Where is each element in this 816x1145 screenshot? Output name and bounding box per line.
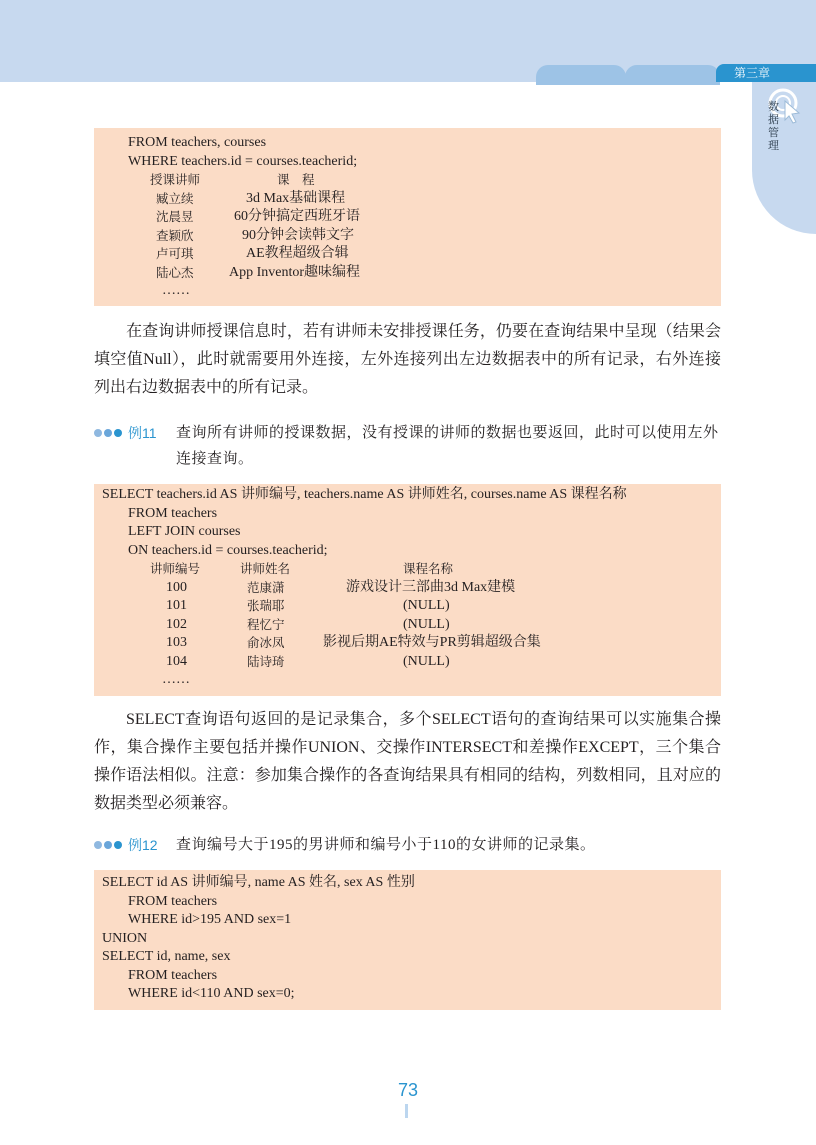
code-block-3 bbox=[94, 870, 721, 1010]
course-cell: (NULL) bbox=[403, 616, 450, 632]
teacher-name-cell: 查颖欣 bbox=[156, 227, 194, 243]
paragraph-outer-join bbox=[94, 318, 721, 402]
name-cell: 陆诗琦 bbox=[247, 653, 285, 669]
ellipsis-row bbox=[94, 282, 721, 301]
header-tab-decoration bbox=[536, 65, 626, 85]
course-cell: 3d Max基础课程 bbox=[246, 190, 346, 206]
code-line: UNION bbox=[102, 930, 148, 946]
course-cell: 60分钟搞定西班牙语 bbox=[234, 209, 360, 224]
ellipsis: …… bbox=[162, 672, 190, 687]
course-cell: 90分钟会读韩文字 bbox=[242, 227, 354, 243]
course-cell: 影视后期AE特效与PR剪辑超级合集 bbox=[323, 635, 541, 650]
example-12 bbox=[94, 832, 721, 858]
code-line: WHERE teachers.id = courses.teacherid; bbox=[128, 153, 358, 169]
column-header: 讲师编号 bbox=[150, 561, 201, 576]
header-tab-decoration bbox=[625, 65, 720, 85]
code-line: SELECT teachers.id AS 讲师编号, teachers.name AS 讲师姓名, courses.name AS 课程名称 bbox=[102, 487, 627, 502]
code-line: FROM teachers bbox=[128, 967, 218, 983]
paragraph-text: SELECT查询语句返回的是记录集合，多个SELECT语句的查询结果可以实施集合操作，集合操作主要包括并操作UNION、交操作INTERSECT和差操作EXCEPT，三个集合操作语法相似。注意：参加集合操作的各查询结果具有相同的结构，列数相同，且对应的数据类型必须兼容。 bbox=[94, 711, 721, 812]
result-row bbox=[94, 597, 721, 616]
result-row bbox=[94, 245, 721, 264]
code-line: ON teachers.id = courses.teacherid; bbox=[128, 542, 328, 558]
course-cell: (NULL) bbox=[403, 598, 450, 613]
id-cell: 103 bbox=[166, 635, 187, 650]
ellipsis-row bbox=[94, 671, 721, 690]
result-row bbox=[94, 227, 721, 246]
id-cell: 100 bbox=[166, 579, 187, 595]
chapter-tag: 第三章 bbox=[716, 64, 816, 82]
result-row bbox=[94, 208, 721, 227]
result-row bbox=[94, 634, 721, 653]
column-header: 课 程 bbox=[277, 172, 315, 187]
bullet-dots-icon bbox=[94, 429, 128, 437]
example-text: 查询编号大于195的男讲师和编号小于110的女讲师的记录集。 bbox=[176, 837, 596, 853]
id-cell: 102 bbox=[166, 616, 187, 632]
code-line: FROM teachers bbox=[128, 893, 218, 909]
column-header: 授课讲师 bbox=[150, 172, 201, 187]
code-line: WHERE id<110 AND sex=0; bbox=[128, 986, 295, 1001]
course-cell: AE教程超级合辑 bbox=[246, 246, 349, 261]
name-cell: 程忆宁 bbox=[247, 616, 285, 632]
page-number-bar bbox=[405, 1104, 408, 1118]
column-header: 课程名称 bbox=[403, 561, 454, 576]
result-row bbox=[94, 616, 721, 635]
column-header: 讲师姓名 bbox=[240, 561, 291, 576]
name-cell: 俞冰凤 bbox=[247, 635, 285, 650]
code-block-2 bbox=[94, 484, 721, 696]
example-text: 查询所有讲师的授课数据，没有授课的讲师的数据也要返回，此时可以使用左外连接查询。 bbox=[176, 425, 719, 467]
id-cell: 101 bbox=[166, 598, 187, 613]
result-row bbox=[94, 579, 721, 598]
course-cell: App Inventor趣味编程 bbox=[229, 264, 361, 280]
code-line: SELECT id, name, sex bbox=[102, 949, 231, 964]
teacher-name-cell: 陆心杰 bbox=[156, 264, 194, 280]
paragraph-text: 在查询讲师授课信息时，若有讲师未安排授课任务，仍要在查询结果中呈现（结果会填空值Null），此时就需要用外连接，左外连接列出左边数据表中的所有记录，右外连接列出右边数据表中的所有记录。 bbox=[94, 323, 721, 396]
bullet-dots-icon bbox=[94, 841, 128, 849]
result-header-row bbox=[94, 560, 721, 579]
result-row bbox=[94, 190, 721, 209]
code-line: LEFT JOIN courses bbox=[128, 524, 241, 539]
example-label: 例12 bbox=[128, 837, 158, 853]
code-block-1 bbox=[94, 128, 721, 306]
ellipsis: …… bbox=[162, 283, 190, 298]
code-line: SELECT id AS 讲师编号, name AS 姓名, sex AS 性别 bbox=[102, 875, 415, 890]
teacher-name-cell: 臧立续 bbox=[156, 190, 194, 206]
id-cell: 104 bbox=[166, 653, 187, 669]
result-row bbox=[94, 264, 721, 283]
result-header-row bbox=[94, 171, 721, 190]
side-section-label: 数据管理 bbox=[768, 100, 779, 152]
example-label: 例11 bbox=[128, 425, 157, 441]
example-11 bbox=[94, 420, 721, 472]
teacher-name-cell: 卢可琪 bbox=[156, 246, 194, 261]
header-band bbox=[0, 0, 816, 82]
page-number: 73 bbox=[397, 1080, 419, 1100]
course-cell: (NULL) bbox=[403, 653, 450, 669]
code-line: FROM teachers bbox=[128, 505, 218, 521]
code-line: WHERE id>195 AND sex=1 bbox=[128, 912, 292, 927]
name-cell: 张瑞耶 bbox=[247, 598, 285, 613]
paragraph-set-operations bbox=[94, 706, 721, 818]
code-line: FROM teachers, courses bbox=[128, 135, 267, 150]
course-cell: 游戏设计三部曲3d Max建模 bbox=[346, 579, 516, 595]
result-row bbox=[94, 653, 721, 672]
teacher-name-cell: 沈晨昱 bbox=[156, 209, 194, 224]
name-cell: 范康潇 bbox=[247, 579, 285, 595]
